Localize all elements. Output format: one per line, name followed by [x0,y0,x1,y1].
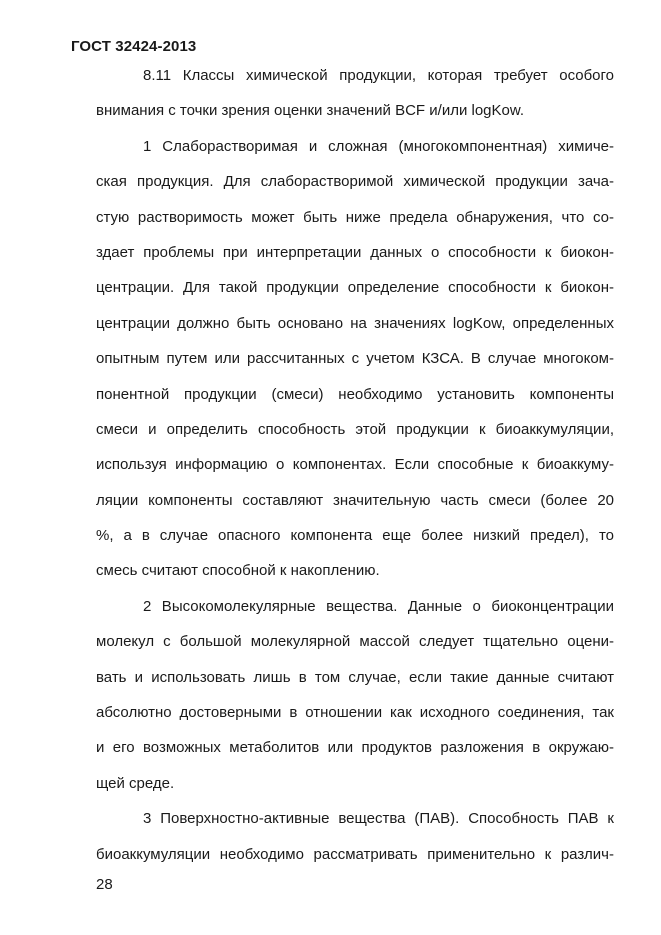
paragraph-p811 [96,58,614,129]
text-line: 3 Поверхностно-активные вещества (ПАВ). Способность ПАВ к [143,810,614,828]
page-number: 28 [96,876,113,893]
paragraph-p1 [96,129,614,589]
text-line: абсолютно достоверными в отношении как исходного соединения, так [96,704,614,722]
text-line: ляции компоненты составляют значительную часть смеси (более 20 [96,491,614,509]
text-line: 8.11 Классы химической продукции, которая требует особого [143,67,614,84]
text-line: и его возможных метаболитов или продуктов разложения в окружаю- [96,739,614,757]
text-line: понентной продукции (смеси) необходимо установить компоненты [96,385,614,403]
text-line: биоаккумуляции необходимо рассматривать применительно к различ- [96,845,614,863]
text-line: %, а в случае опасного компонента еще более низкий предел), то [96,527,614,545]
text-line: ская продукция. Для слаборастворимой химической продукции зача- [96,173,614,191]
text-line: используя информацию о компонентах. Если способные к биоаккуму- [96,456,614,474]
text-line: внимания с точки зрения оценки значений BCF и/или logKow. [96,102,525,120]
text-line: здает проблемы при интерпретации данных о способности к биокон- [96,243,614,261]
text-line: стую растворимость может быть ниже предела обнаружения, что со- [96,208,614,226]
text-line: опытным путем или рассчитанных с учетом КЗСА. В случае многоком- [96,350,614,368]
document-header-code: ГОСТ 32424-2013 [71,38,197,55]
text-line: центрации. Для такой продукции определение способности к биокон- [96,279,614,297]
text-line: щей среде. [96,774,175,792]
text-line: 2 Высокомолекулярные вещества. Данные о биоконцентрации [143,597,614,615]
text-line: 1 Слаборастворимая и сложная (многокомпонентная) химиче- [143,137,614,155]
text-line: молекул с большой молекулярной массой следует тщательно оцени- [96,633,614,651]
document-body [96,58,614,872]
paragraph-p3 [96,801,614,872]
paragraph-p2 [96,589,614,801]
text-line: центрации должно быть основано на значениях logKow, определенных [96,314,614,332]
text-line: смесь считают способной к накоплению. [96,562,380,580]
text-line: вать и использовать лишь в том случае, если такие данные считают [96,668,614,686]
text-line: смеси и определить способность этой продукции к биоаккумуляции, [96,420,614,438]
